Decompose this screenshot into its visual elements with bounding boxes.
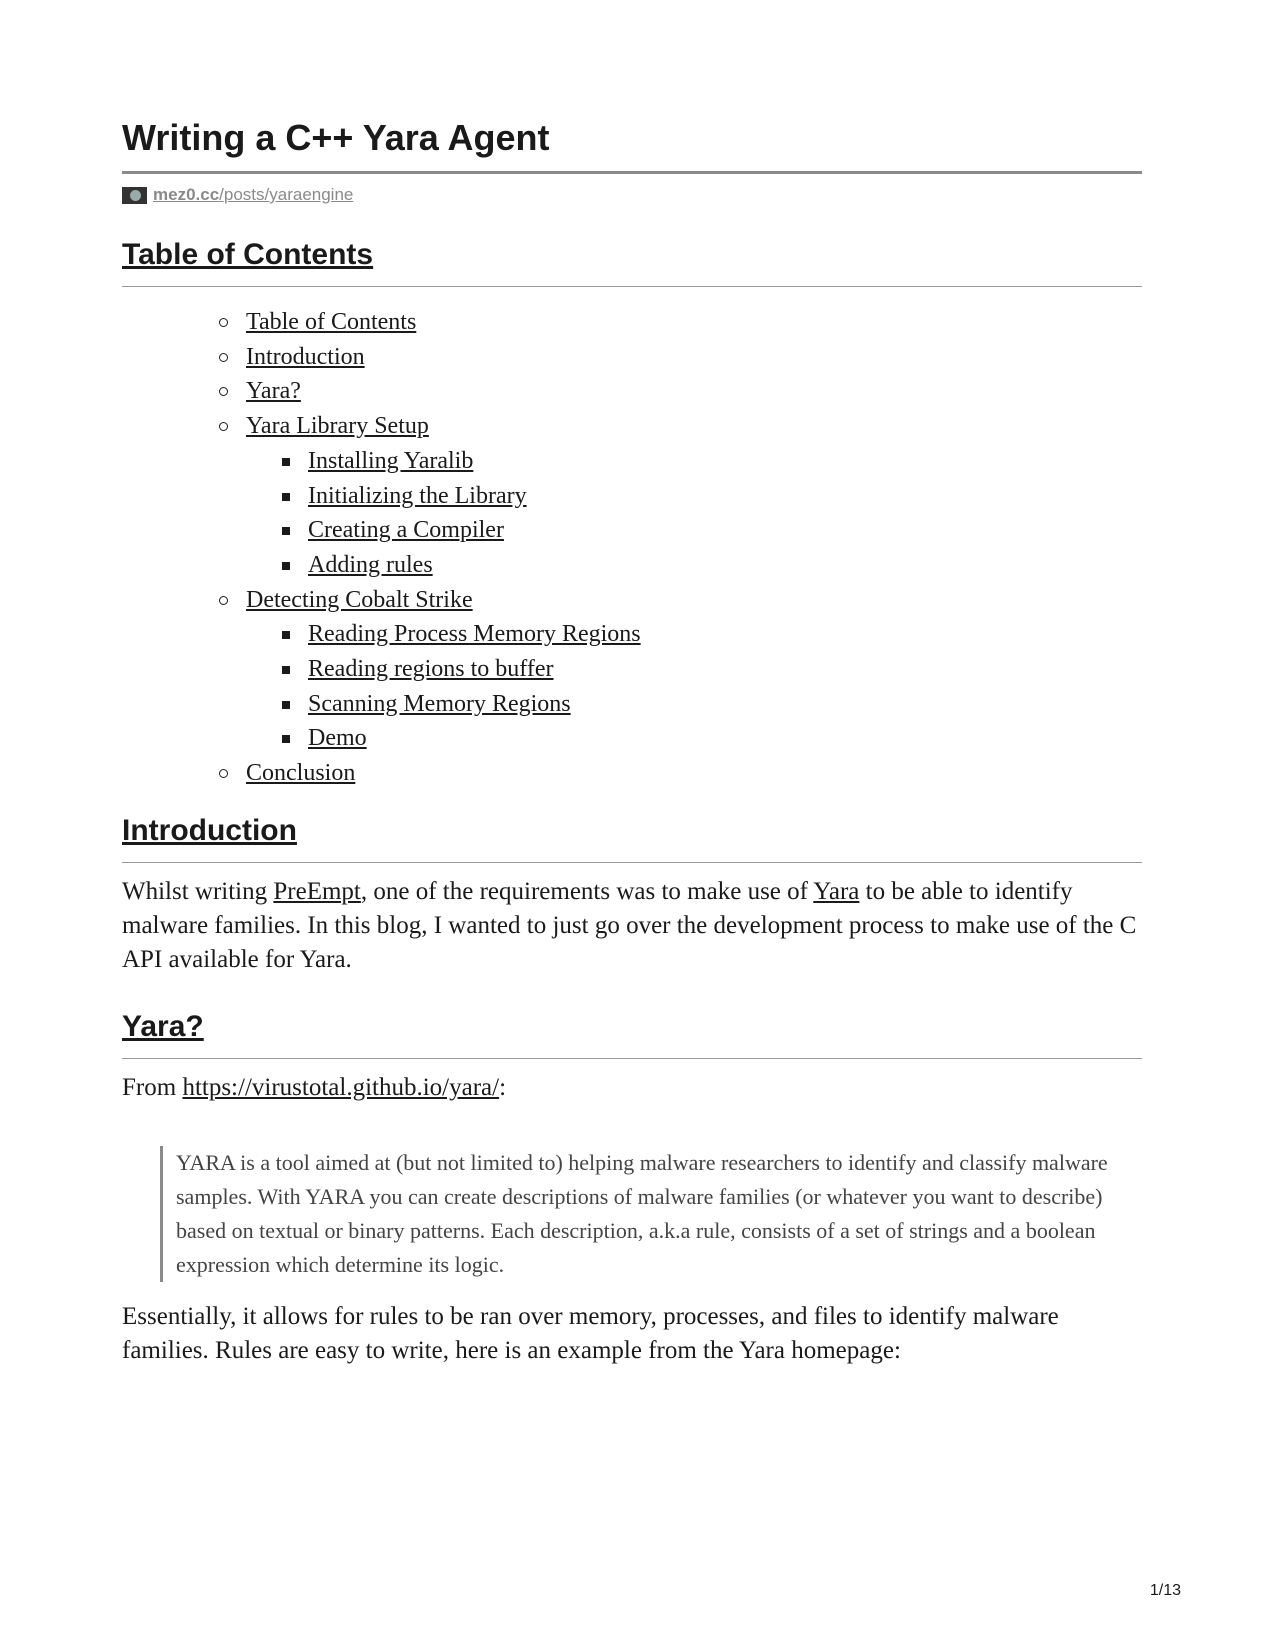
toc-item	[122, 721, 641, 756]
toc-item	[122, 305, 641, 340]
toc-link[interactable]: Creating a Compiler	[308, 517, 504, 544]
toc-item	[122, 513, 641, 548]
from-prefix: From	[122, 1074, 183, 1101]
yara-blockquote	[160, 1146, 1156, 1282]
toc-item	[122, 756, 641, 791]
toc-item	[122, 583, 641, 618]
toc-item	[122, 340, 641, 375]
yara-heading[interactable]: Yara?	[122, 1010, 204, 1043]
essentially-paragraph: Essentially, it allows for rules to be ran over memory, processes, and files to identify malware families. Rules are easy to write, here is an example from the Yara homepage:	[122, 1303, 1059, 1364]
toc-link[interactable]: Reading regions to buffer	[308, 656, 554, 683]
source-path: /posts/yaraengine	[219, 185, 354, 204]
from-suffix: :	[499, 1074, 507, 1101]
introduction-paragraph	[122, 875, 1142, 977]
toc-list	[122, 305, 641, 791]
toc-link[interactable]: Yara Library Setup	[246, 413, 429, 440]
blockquote-text: YARA is a tool aimed at (but not limited to) helping malware researchers to identify and classify malware samples. With YARA you can create descriptions of malware families (or whatever you want to describe) based on textual or binary patterns. Each description, a.k.a rule, consists of a set of strings and a boolean expression which determine its logic.	[176, 1150, 1108, 1277]
intro-text-3: to be able to identify malware families. In this blog, I wanted to just go over the development process to make use of the C API available for Yara.	[122, 878, 1137, 973]
source-host: mez0.cc	[153, 185, 220, 204]
introduction-divider	[122, 862, 1142, 863]
toc-link[interactable]: Yara?	[246, 378, 301, 405]
toc-item	[122, 374, 641, 409]
toc-divider	[122, 286, 1142, 287]
toc-heading[interactable]: Table of Contents	[122, 238, 374, 271]
yara-link[interactable]: Yara	[813, 878, 860, 905]
toc-item	[122, 548, 641, 583]
toc-link[interactable]: Table of Contents	[246, 309, 417, 335]
toc-link[interactable]: Initializing the Library	[308, 482, 527, 509]
source-link[interactable]	[153, 185, 353, 205]
introduction-heading[interactable]: Introduction	[122, 814, 297, 847]
toc-item	[122, 687, 641, 722]
toc-link[interactable]: Conclusion	[246, 760, 356, 787]
intro-text-1: Whilst writing	[122, 878, 274, 905]
yara-divider	[122, 1058, 1142, 1059]
toc-link[interactable]: Detecting Cobalt Strike	[246, 586, 473, 613]
toc-item	[122, 444, 641, 479]
intro-text-2: , one of the requirements was to make use of	[360, 878, 814, 905]
toc-link[interactable]: Reading Process Memory Regions	[308, 621, 641, 648]
toc-item	[122, 479, 641, 514]
toc-link[interactable]: Adding rules	[308, 551, 433, 578]
toc-item	[122, 409, 641, 444]
from-line	[122, 1071, 1142, 1105]
page-number: 1/13	[1149, 1582, 1181, 1599]
page-title: Writing a C++ Yara Agent	[122, 117, 550, 158]
toc-link[interactable]: Scanning Memory Regions	[308, 690, 571, 717]
toc-link[interactable]: Installing Yaralib	[308, 447, 474, 474]
site-favicon-icon	[122, 187, 147, 204]
yara-homepage-link[interactable]: https://virustotal.github.io/yara/	[182, 1074, 500, 1101]
preempt-link[interactable]: PreEmpt	[273, 878, 361, 905]
toc-item	[122, 652, 641, 687]
title-divider	[122, 171, 1142, 174]
source-line	[122, 184, 353, 206]
toc-link[interactable]: Demo	[308, 725, 367, 752]
toc-item	[122, 617, 641, 652]
toc-link[interactable]: Introduction	[246, 343, 365, 370]
